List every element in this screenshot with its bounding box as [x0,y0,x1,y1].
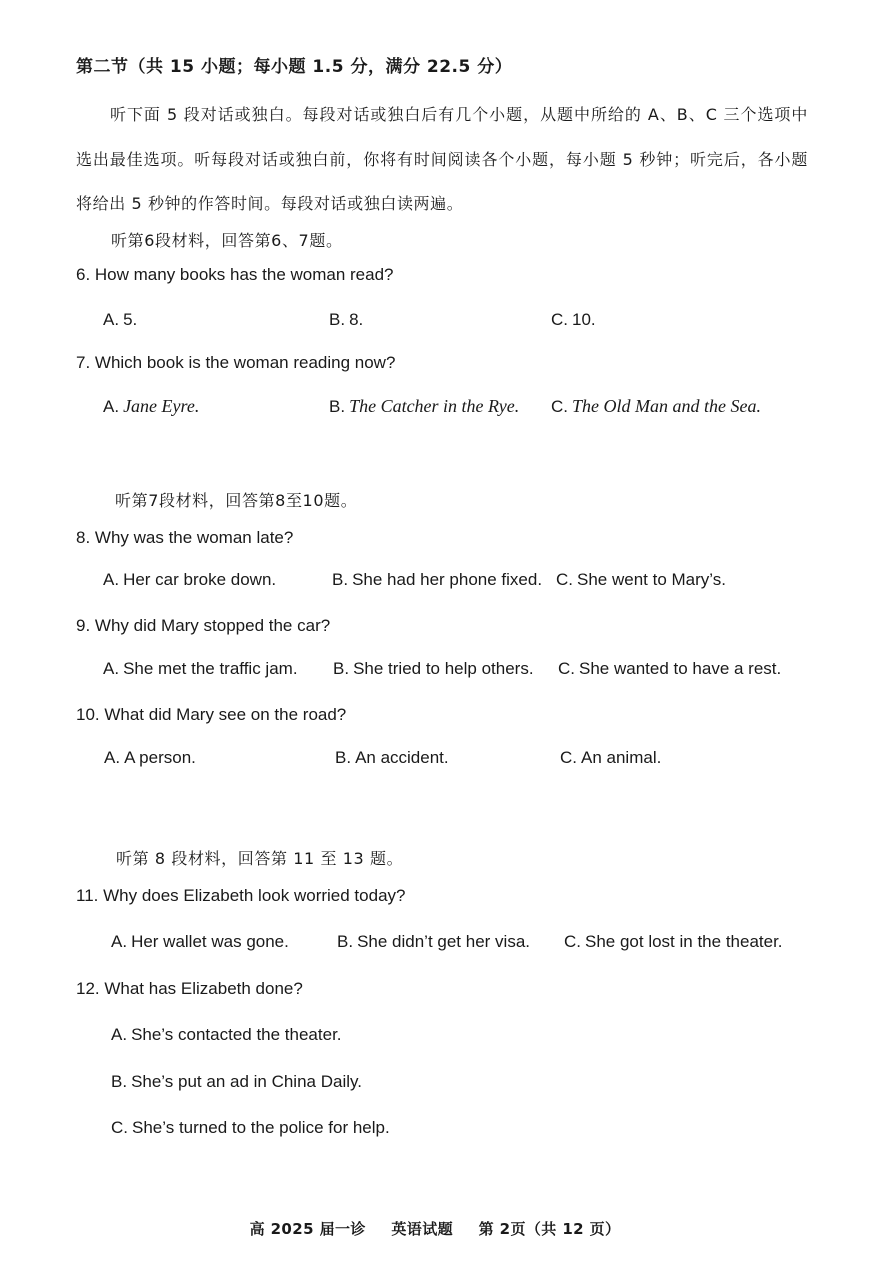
question-8-options [103,570,823,592]
option-a: A. Her wallet was gone. [111,932,289,951]
option-a: A. She met the traffic jam. [103,659,298,678]
question-12-option-a: A. She’s contacted the theater. [111,1025,342,1044]
question-12-stem: 12. What has Elizabeth done? [76,979,303,998]
question-9-stem: 9. Why did Mary stopped the car? [76,616,331,635]
option-a: A. 5. [103,310,138,329]
option-a: A. Her car broke down. [103,570,277,589]
question-9-options [103,659,823,681]
question-6-options [103,310,803,332]
question-10-options [104,748,804,770]
option-c: C. The Old Man and the Sea. [551,396,761,416]
option-c: C. She wanted to have a rest. [558,659,782,678]
question-8-stem: 8. Why was the woman late? [76,528,294,547]
question-12-option-b: B. She’s put an ad in China Daily. [111,1072,362,1091]
option-c: C. She went to Mary’s. [556,570,726,589]
page-footer [0,1218,870,1239]
option-b: B. She tried to help others. [333,659,534,678]
option-c: C. 10. [551,310,596,329]
footer-page-number: 第 2页（共 12 页） [478,1220,621,1238]
footer-exam: 高 2025 届一诊 [249,1220,366,1238]
footer-subject: 英语试题 [391,1220,454,1238]
passage-cue-8: 听第 8 段材料，回答第 11 至 13 题。 [116,849,404,868]
question-11-options [111,932,831,954]
option-b: B. She didn’t get her visa. [337,932,531,951]
question-6-stem: 6. How many books has the woman read? [76,265,394,284]
question-12-option-c: C. She’s turned to the police for help. [111,1118,390,1137]
question-11-stem: 11. Why does Elizabeth look worried today? [76,886,406,905]
question-7-options [103,396,803,418]
option-c: C. She got lost in the theater. [564,932,783,951]
option-b: B. An accident. [335,748,449,767]
passage-cue-7: 听第7段材料，回答第8至10题。 [115,491,358,510]
option-b: B. She had her phone fixed. [332,570,543,589]
question-10-stem: 10. What did Mary see on the road? [76,705,347,724]
section-instructions: 听下面 5 段对话或独白。每段对话或独白后有几个小题，从题中所给的 A、B、C 三个选项中选出最佳选项。听每段对话或独白前，你将有时间阅读各个小题，每小题 5 秒钟；听完后，各小题将给出 5 秒钟的作答时间。每段对话或独白读两遍。 [76,105,808,213]
option-c: C. An animal. [560,748,662,767]
option-a: A. A person. [104,748,196,767]
option-a: A. Jane Eyre. [103,396,200,416]
question-7-stem: 7. Which book is the woman reading now? [76,353,396,372]
section-title: 第二节（共 15 小题；每小题 1.5 分，满分 22.5 分） [76,57,513,77]
passage-cue-6: 听第6段材料，回答第6、7题。 [111,231,343,250]
option-b: B. 8. [329,310,364,329]
option-b: B. The Catcher in the Rye. [329,396,520,416]
